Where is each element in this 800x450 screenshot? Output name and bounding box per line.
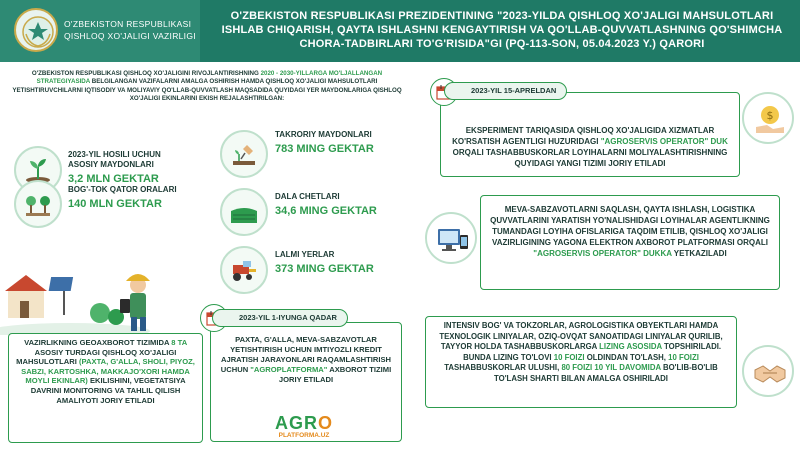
stat-label: DALA CHETLARI: [275, 192, 340, 201]
title-line-1: O'ZBEKISTON RESPUBLIKASI PREZIDENTINING "2023-YILDA QISHLOQ XO'JALIGI MAHSULOTLARI: [230, 10, 774, 22]
stat-label: TAKRORIY MAYDONLARI: [275, 130, 372, 139]
leasing-text-2: TOPSHIRILADI. BUNDA LIZING TO'LOVI: [463, 342, 722, 362]
stat-value: 783 MING GEKTAR: [275, 143, 374, 155]
ministry-block: [0, 0, 200, 62]
agroservis-text-2: ORQALI TASHABBUSKORLAR LOYIHALARNI MOLIYALASHTIRISHNING QUYIDAGI YANGI TIZIMI JORIY ETILADI: [452, 148, 728, 168]
planting-hand-icon: [220, 130, 268, 178]
logo-wordmark: [275, 414, 333, 432]
geoinfo-highlight-2: (PAXTA, G'ALLA, SHOLI, PIYOZ, SABZI, KARTOSHKA, MAKKAJO'XORI HAMDA MOYLI EKINLAR): [21, 357, 195, 386]
leasing-highlight-2: 10 FOIZI: [553, 352, 585, 362]
intro-highlight: 2020 - 2030-YILLARGA MO'LJALLANGAN STRATEGIYASIDA: [36, 70, 383, 86]
stat-field-edges: [275, 192, 405, 218]
computer-icon: [425, 212, 477, 264]
leasing-text-5: BO'LIB-BO'LIB TO'LASH SHARTI BILAN AMALGA OSHIRILADI: [494, 363, 718, 383]
logo-domain: PLATFORMA.UZ: [278, 432, 330, 439]
handshake-icon: [742, 92, 794, 144]
geoinfo-text-3: EKILISHINI, VEGETATSIYA DAVRINI MONITORING VA TAHLIL QILISH AMALIYOTI JORIY ETILADI: [30, 376, 186, 405]
field-icon: [220, 188, 268, 236]
stat-value: 373 MING GEKTAR: [275, 263, 374, 275]
leasing-panel: [425, 316, 737, 408]
header-bar: [0, 0, 800, 62]
stat-value: 3,2 MLN GEKTAR: [68, 173, 159, 185]
farmer-illustration: [0, 255, 165, 335]
agroservis-highlight: "AGROSERVIS OPERATOR" DUK: [600, 137, 728, 146]
stat-orchard-rows: [68, 185, 188, 211]
agroplatforma-highlight: "AGROPLATFORMA": [250, 365, 328, 374]
logo-part-a: AGR: [275, 413, 318, 433]
online-platform-panel: [480, 195, 780, 290]
online-highlight: "AGROSERVIS OPERATOR" DUKKA: [533, 249, 672, 258]
agroplatforma-logo: [275, 414, 333, 440]
stat-value: 34,6 MING GEKTAR: [275, 205, 377, 217]
date-badge-june: 2023-YIL 1-IYUNGA QADAR: [212, 309, 348, 327]
geoinfo-panel: [8, 333, 203, 443]
ministry-line-2: QISHLOQ XO'JALIGI VAZIRLIGI: [64, 31, 196, 41]
title-line-2: ISHLAB CHIQARISH, QAYTA ISHLASHNI KENGAYTIRISH VA QO'LLAB-QUVVATLASHNING QO'SHIMCHA: [221, 24, 783, 36]
intro-part-1: O'ZBEKISTON RESPUBLIKASI QISHLOQ XO'JALIGINI RIVOJLANTIRISHNING: [31, 70, 261, 77]
harvester-icon: [220, 246, 268, 294]
stat-label: BOG'-TOK QATOR ORALARI: [68, 185, 177, 194]
title-line-3: CHORA-TADBIRLARI TO'G'RISIDA"GI (PQ-113-SON, 05.04.2023 Y.) QARORI: [299, 38, 705, 50]
stat-value: 140 MLN GEKTAR: [68, 198, 162, 210]
svg-text:$: $: [766, 109, 774, 122]
leasing-highlight-1: LIZING ASOSIDA: [599, 342, 662, 352]
stat-label: LALMI YERLAR: [275, 250, 335, 259]
agroplatforma-text-1: PAXTA, G'ALLA, MEVA-SABZAVOTLAR YETISHTIRISH UCHUN IMTIYOZLI KREDIT AJRATISH JARAYONLARI RAQAMLASHTIRISH UCHUN: [220, 335, 392, 374]
geoinfo-text-1: VAZIRLIKNING GEOAXBOROT TIZIMIDA: [24, 338, 172, 347]
handshake-deal-icon: [742, 345, 794, 397]
agroplatforma-text-2: AXBOROT TIZIMI JORIY ETILADI: [278, 365, 392, 384]
ministry-line-1: O'ZBEKISTON RESPUBLIKASI: [64, 19, 192, 29]
page-title: [212, 9, 792, 51]
agroservis-text-1: EKSPERIMENT TARIQASIDA QISHLOQ XO'JALIGIDA XIZMATLAR KO'RSATISH AGENTLIGI HUZURIDAGI: [452, 126, 715, 146]
intro-text: [12, 70, 402, 104]
logo-part-o: O: [318, 413, 334, 433]
geoinfo-highlight-1: 8 TA: [171, 338, 187, 347]
online-text-2: YETKAZILADI: [671, 249, 727, 258]
agroservis-panel: [440, 92, 740, 177]
stat-rainfed-lands: [275, 250, 405, 276]
stat-main-areas: [68, 150, 188, 186]
date-badge-april: 2023-YIL 15-APRELDAN: [444, 82, 567, 100]
intro-part-2: BELGILANGAN VAZIFALARNI AMALGA OSHIRISH HAMDA QISHLOQ XO'JALIGI MAHSULOTLARI YETISHTIRUVCHILARNI IQTISODIY VA MOLIYAVIY QO'LLAB-QUVVATLASH MAQSADIDA QUYIDAGI YER MAYDONLARIGA QISHLOQ XO'JALIGI EKINLARINI EKISH REJALASHTIRILGAN:: [12, 78, 402, 103]
stat-repeat-areas: [275, 130, 405, 156]
leasing-text-4: TASHABBUSKORLAR ULUSHI,: [444, 363, 562, 373]
leasing-text-1: INTENSIV BOG' VA TOKZORLAR, AGROLOGISTIKA OBYEKTLARI HAMDA TEXNOLOGIK LINIYALAR, OZIQ-OVQAT SANOATIDAGI LINIYALAR QURILIB, TAYYOR HOLDA TASHABBUSKORLARGA: [439, 321, 723, 352]
leasing-highlight-3: 10 FOIZI: [668, 352, 699, 362]
ministry-name: [64, 18, 199, 42]
state-emblem-icon: [14, 8, 58, 52]
stat-label: 2023-YIL HOSILI UCHUN ASOSIY MAYDONLARI: [68, 150, 161, 169]
geoinfo-text-2: ASOSIY TURDAGI QISHLOQ XO'JALIGI MAHSULOTLARI: [16, 347, 177, 367]
leasing-highlight-4: 80 FOIZI 10 YIL DAVOMIDA: [561, 363, 661, 373]
online-text-1: MEVA-SABZAVOTLARNI SAQLASH, QAYTA ISHLASH, LOGISTIKA QUVVATLARINI YARATISH YO'NALISHIDAGI LOYIHALAR AGENTLIKNING TUMANDAGI LOYIHA OFISLARIGA TAQDIM ETILIB, QISHLOQ XO'JALIGI VAZIRLIGINING YAGONA ELEKTRON AXBOROT PLATFORMASI ORQALI: [490, 205, 770, 247]
orchard-icon: [14, 180, 62, 228]
leasing-text-3: OLDINDAN TO'LASH,: [584, 352, 669, 362]
